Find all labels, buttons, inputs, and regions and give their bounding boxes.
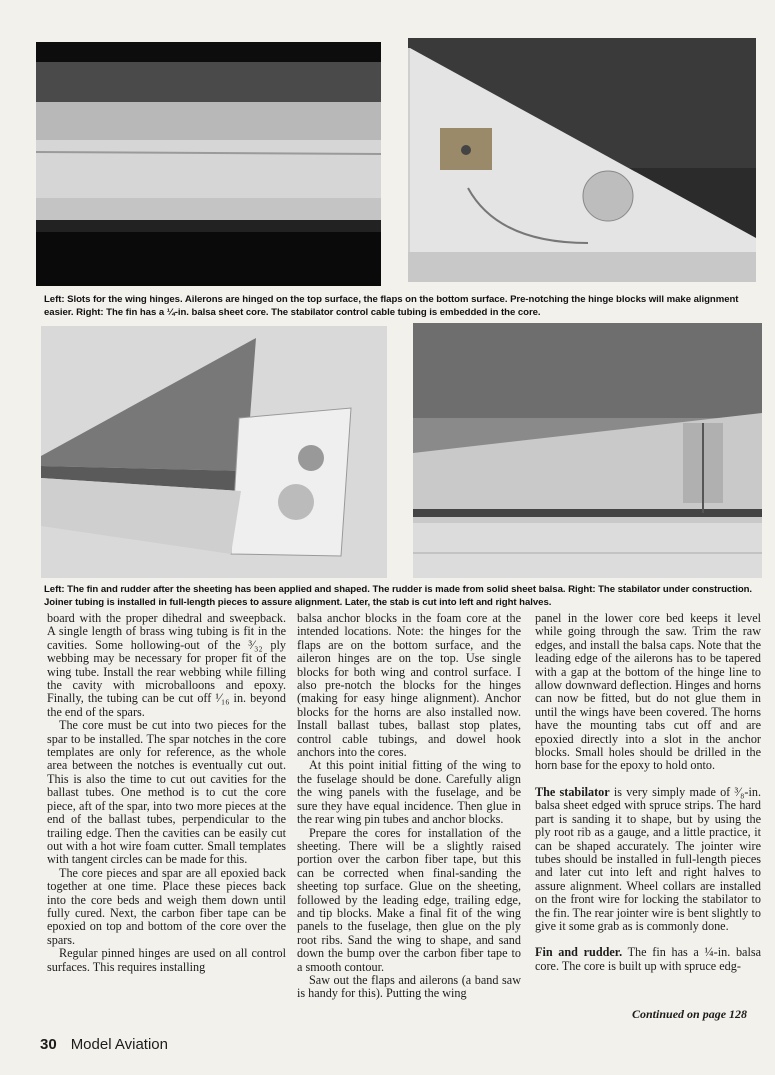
section-stabilator xyxy=(535,786,761,933)
paragraph: Prepare the cores for installation of the sheeting. There will be a slightly raised portion over the carbon fiber tape, but this can be corrected when final-sanding the sheeting top surface. Glue on the sheeting, followed by the leading edge, trailing edge, and tip blocks. Make a final fit of the wing panels to the fuselage, then glue on the ply root ribs. Sand the wing to shape, and sand down the bump over the carbon fiber tape to a smooth contour. xyxy=(297,825,521,974)
photo-stabilator-construction xyxy=(413,323,762,578)
paragraph: balsa anchor blocks in the foam core at the intended locations. Note: the hinges for the flaps are on the bottom surface, and the aileron hinges are on the top. Use single blocks for both wing and control surface. I also pre-notch the blocks for the hinges (making for easy hinge alignment). Anchor blocks for the horns are also installed now. Install ballast tubes, ballast stop plates, control cable tubings, and dowel hook anchors into the cores. xyxy=(297,611,521,760)
page-number: 30 xyxy=(40,1036,57,1053)
section-body: The fin has a ¼-in. balsa core. The core is built up with spruce edg- xyxy=(535,945,761,973)
paragraph: Saw out the flaps and ailerons (a band saw is handy for this). Putting the wing xyxy=(297,972,521,1001)
paragraph: panel in the lower core bed keeps it level while going through the saw. Trim the raw edges, and install the balsa caps. Note that the leading edge of the ailerons has to be tapered with a gap at the bottom of the hinge line to allow downward deflection. Hinges and horns can now be fitted, but do not glue them in until the wings have been covered. The horns have the mounting tabs cut off and are epoxied directly into a slot in the anchor blocks. Small holes should be drilled in the horn base for the epoxy to hold onto. xyxy=(535,611,761,773)
paragraph: Regular pinned hinges are used on all control surfaces. This requires installing xyxy=(47,946,286,974)
section-lead: The stabilator xyxy=(535,784,610,799)
magazine-title: Model Aviation xyxy=(70,1036,168,1053)
page-footer xyxy=(40,1036,168,1053)
caption-bottom: Left: The fin and rudder after the sheeting has been applied and shaped. The rudder is made from solid sheet balsa. Right: The stabilator under construction. Joiner tubing is installed in full-length pieces to assure alignment. Later, the stab is cut into left and right halves. xyxy=(44,584,753,608)
caption-top: Left: Slots for the wing hinges. Ailerons are hinged on the top surface, the flaps on the bottom surface. Pre-notching the hinge blocks will make alignment easier. Right: The fin has a ¼-in. balsa sheet core. The stabilator control cable tubing is embedded in the core. xyxy=(44,294,739,318)
section-body: is very simply made of ³⁄₈-in. balsa sheet edged with spruce strips. The hard part is sanding it to shape, but by using the ply root rib as a gauge, and a little practice, it can be shaped accurately. The jointer wire tubes should be installed in full-length pieces and later cut into left and right halves to assure alignment. Wheel collars are installed on the front wire for locking the stabilator to the fin. The rear jointer wire is bent slightly to give it some grab as is commonly done. xyxy=(535,784,761,933)
photo-wing-hinge-slots xyxy=(36,42,381,286)
article-column-2 xyxy=(297,612,521,1001)
section-fin-and-rudder xyxy=(535,946,761,973)
paragraph: The core pieces and spar are all epoxied back together at one time. Place these pieces back into the core beds and weigh them down until fully cured. Next, the carbon fiber tape can be epoxied on top and bottom of the core over the spars. xyxy=(47,865,286,947)
article-column-3 xyxy=(535,612,761,973)
section-lead: Fin and rudder. xyxy=(535,945,623,960)
paragraph: The core must be cut into two pieces for the spar to be installed. The spar notches in the core templates are only for reference, as the whole area between the notches is eventually cut out. This is also the time to cut out cavities for the ballast tubes. One method is to cut the core piece, aft of the spar, into two more pieces at the end of the ballast tubes, perpendicular to the trailing edge. Then the cavities can be easily cut out with a hot wire foam cutter. Small templates with tangent circles can be made for this. xyxy=(47,718,286,867)
paragraph: At this point initial fitting of the wing to the fuselage should be done. Carefully align the wing panels with the fuselage, and be sure they have equal incidence. Then glue in the rear wing pin tubes and anchor blocks. xyxy=(297,758,521,827)
photo-fin-and-rudder xyxy=(41,326,387,578)
continued-note: Continued on page 128 xyxy=(632,1007,748,1021)
photo-fin-core xyxy=(408,38,756,282)
article-column-1 xyxy=(47,612,286,974)
paragraph: board with the proper dihedral and sweepback. A single length of brass wing tubing is fit in the cavities. Some hollowing-out of the ³⁄₃₂ ply webbing may be necessary for proper fit of the wing tube. Install the rear webbing while filling the cavity with microballoons and epoxy. Finally, the tubing can be cut off ¹⁄₁₆ in. beyond the end of the spars. xyxy=(47,611,286,719)
